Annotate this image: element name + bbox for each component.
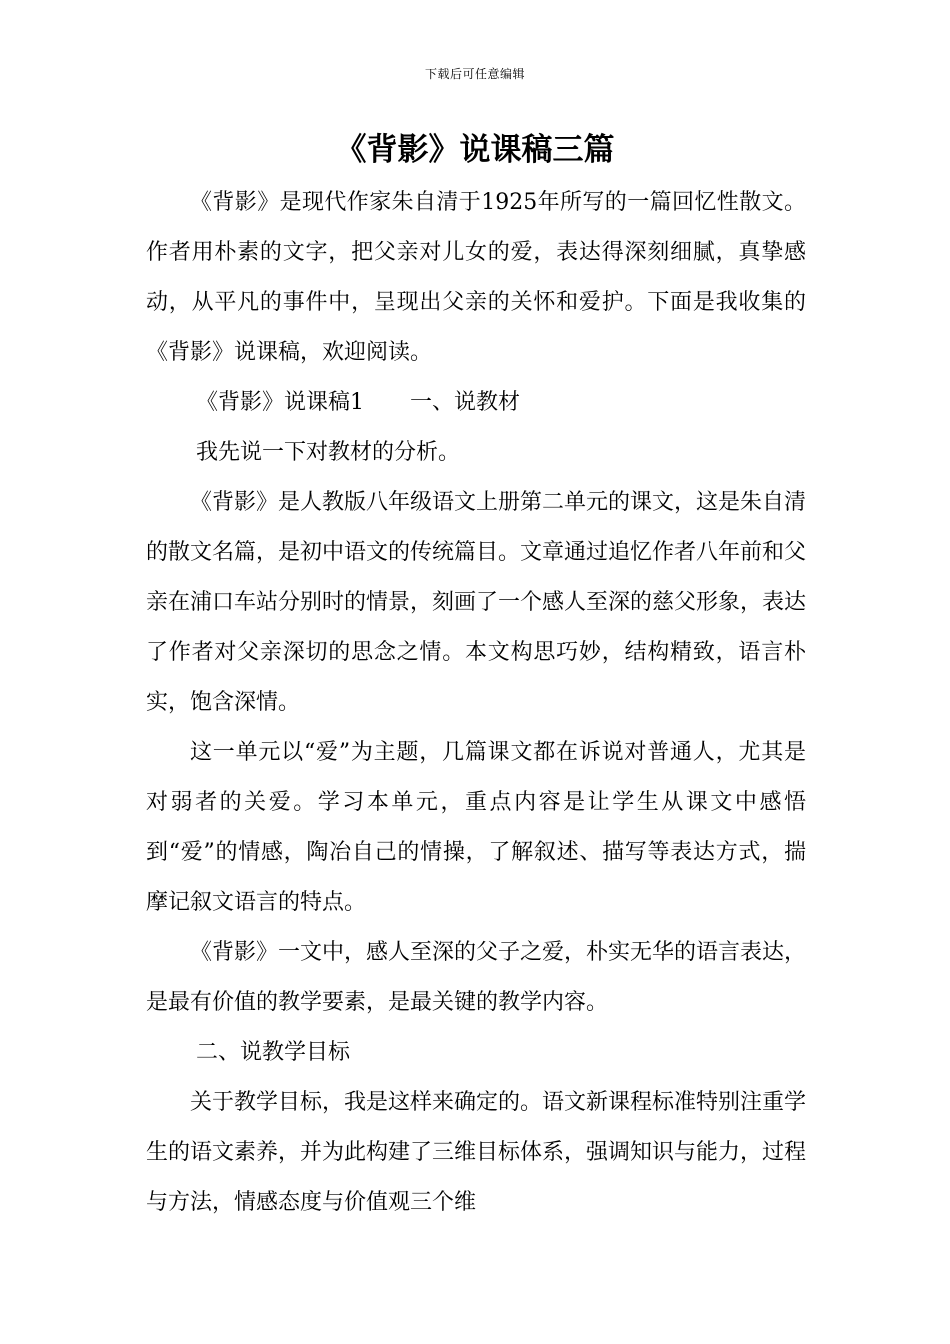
- key-content-paragraph: 《背影》一文中，感人至深的父子之爱，朴实无华的语言表达，是最有价值的教学要素，是最关键的教学内容。: [146, 940, 807, 1015]
- text-intro-paragraph: 《背影》是人教版八年级语文上册第二单元的课文，这是朱自清的散文名篇，是初中语文的传统篇目。文章通过追忆作者八年前和父亲在浦口车站分别时的情景，刻画了一个感人至深的慈父形象，表达了作者对父亲深切的思念之情。本文构思巧妙，结构精致，语言朴实，饱含深情。: [146, 490, 807, 715]
- analysis-paragraph: 我先说一下对教材的分析。: [196, 440, 461, 465]
- section1-label: 《背影》说课稿1: [196, 390, 364, 415]
- section2-heading: 二、说教学目标: [196, 1040, 351, 1065]
- intro-paragraph: 《背影》是现代作家朱自清于1925年所写的一篇回忆性散文。作者用朴素的文字，把父亲对儿女的爱，表达得深刻细腻，真挚感动，从平凡的事件中，呈现出父亲的关怀和爱护。下面是我收集的《背影》说课稿，欢迎阅读。: [146, 190, 806, 365]
- goals-paragraph: 关于教学目标，我是这样来确定的。语文新课程标准特别注重学生的语文素养，并为此构建了三维目标体系，强调知识与能力，过程与方法，情感态度与价值观三个维: [146, 1090, 807, 1215]
- section1-heading: 一、说教材: [410, 390, 521, 415]
- document-body: [146, 178, 806, 1228]
- section1-heading-line: [146, 378, 806, 428]
- header-note: 下载后可任意编辑: [424, 67, 525, 81]
- unit-theme-paragraph: 这一单元以“爱”为主题，几篇课文都在诉说对普通人，尤其是对弱者的关爱。学习本单元，重点内容是让学生从课文中感悟到“爱”的情感，陶冶自己的情操，了解叙述、描写等表达方式，揣摩记叙文语言的特点。: [146, 740, 806, 915]
- document-title: 《背影》说课稿三篇: [335, 132, 615, 168]
